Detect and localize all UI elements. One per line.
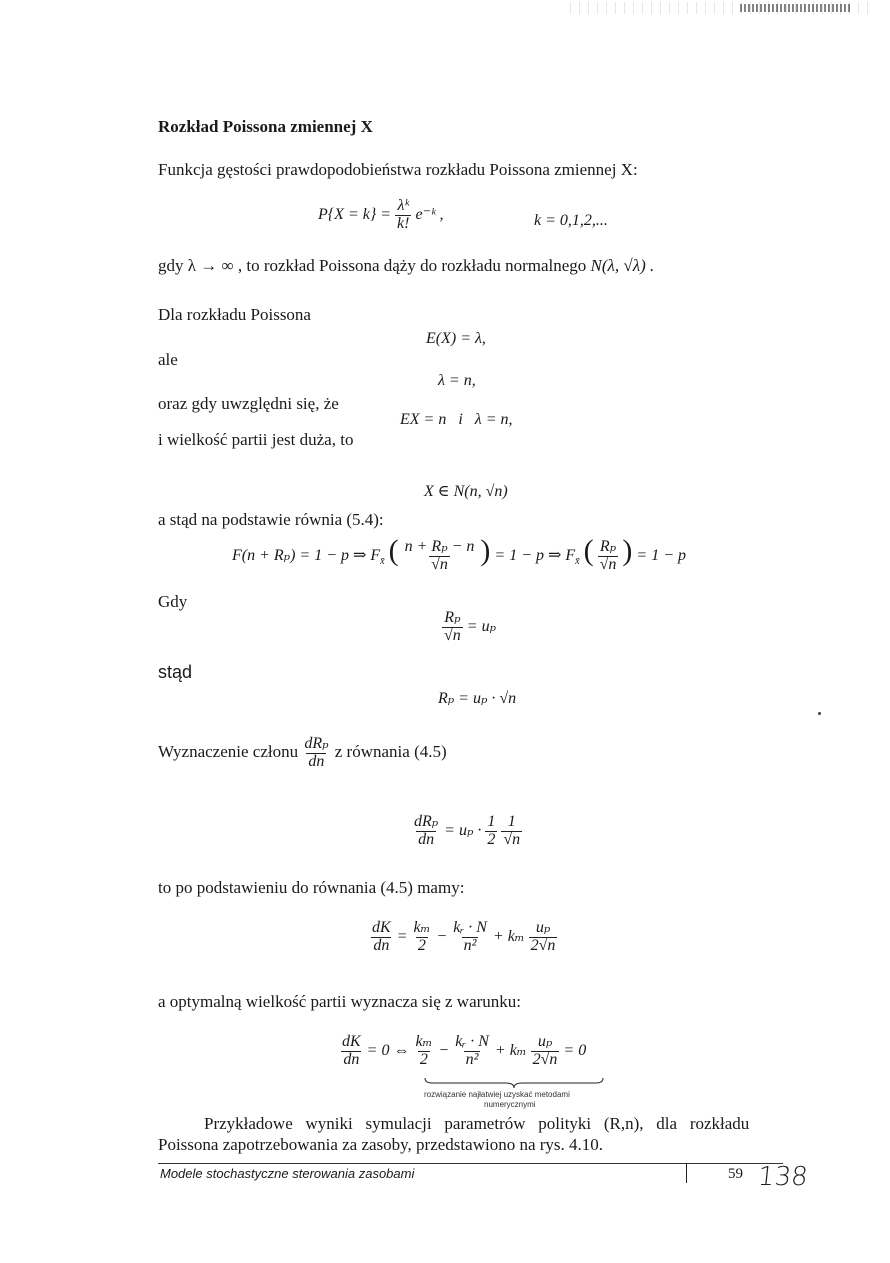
footer-rule <box>158 1163 783 1164</box>
footer-tick <box>686 1163 687 1183</box>
limit-text-a: gdy λ → ∞ , to rozkład Poissona dąży do rozkładu normalnego <box>158 256 587 275</box>
equation-dist: X ∈ N(n, √n) <box>424 483 508 500</box>
opt-plus: + kₘ <box>494 1041 527 1059</box>
equation-dk <box>370 920 557 955</box>
dk-term1 <box>411 920 432 955</box>
underbrace <box>424 1076 604 1090</box>
main-part-1: F(n + Rₚ) = 1 − p ⇒ F <box>232 547 381 564</box>
deriv-root-fraction <box>501 814 522 849</box>
equation-pmf <box>318 198 444 233</box>
opt-t1d: 2 <box>419 1050 428 1068</box>
opt-t3d: 2√n <box>532 1050 558 1068</box>
dk-term2 <box>451 920 489 955</box>
dk-num: dK <box>372 919 391 936</box>
opt-den: dn <box>343 1050 360 1068</box>
paragraph-line-1: Przykładowe wyniki symulacji parametrów polityki (R,n), dla rozkładu <box>204 1114 750 1133</box>
equation-lambda: λ = n, <box>438 372 476 389</box>
opt-tail: = 0 <box>563 1041 587 1059</box>
opt-t1n: kₘ <box>415 1033 433 1050</box>
stad-podstawie-text: a stąd na podstawie równia (5.4): <box>158 510 384 529</box>
pmf-fraction <box>395 198 411 233</box>
main-part-2: = 1 − p ⇒ F <box>494 547 576 564</box>
intro-text: Funkcja gęstości prawdopodobieństwa rozkładu Poissona zmiennej X: <box>158 160 638 179</box>
main-sub-2: x̄ <box>575 556 580 568</box>
opt-term2 <box>453 1034 491 1069</box>
paragraph-line-2: Poissona zapotrzebowania za zasoby, przedstawiono na rys. 4.10. <box>158 1135 604 1154</box>
wielkosc-text: i wielkość partii jest duża, to <box>158 430 354 449</box>
dk-t1n: kₘ <box>413 919 431 936</box>
dk-lhs-fraction <box>370 920 393 955</box>
main-num-1: n + Rₚ − n <box>404 538 475 556</box>
footer-title: Modele stochastyczne sterowania zasobami <box>160 1166 415 1181</box>
opt-minus: − <box>438 1041 450 1059</box>
wyznaczenie-fraction <box>302 736 330 771</box>
deriv-n2: 1 <box>507 813 516 830</box>
equation-rp: Rₚ = uₚ · √n <box>438 690 517 707</box>
dk-plus: + kₘ <box>492 927 525 945</box>
scan-artifact <box>740 4 850 12</box>
brace-note-1: rozwiązanie najłatwiej uzyskać metodami <box>424 1090 570 1099</box>
dk-t1d: 2 <box>417 936 426 954</box>
equation-both: EX = n i λ = n, <box>400 411 513 428</box>
equation-deriv <box>412 814 522 849</box>
limit-text-b: N(λ, √λ) . <box>590 256 655 275</box>
main-den-2: √n <box>599 555 617 573</box>
opt-term1 <box>413 1034 434 1069</box>
main-paren-close-2: ) <box>622 534 633 567</box>
main-num-2: Rₚ <box>599 538 617 556</box>
ale-text: ale <box>158 350 178 369</box>
main-sub-1: x̄ <box>380 556 385 568</box>
pmf-tail: e⁻ᵏ , <box>415 205 444 223</box>
gdy-num: Rₚ <box>444 609 461 626</box>
main-paren-close-1: ) <box>480 534 491 567</box>
handwritten-page-number: 138 <box>756 1162 810 1192</box>
deriv-num: dRₚ <box>414 813 439 830</box>
wyznaczenie-den: dn <box>308 752 325 770</box>
dk-equals: = <box>396 927 408 945</box>
deriv-n1: 1 <box>487 813 496 830</box>
wyznaczenie-line <box>158 736 447 771</box>
equation-main <box>232 534 686 574</box>
dk-t3d: 2√n <box>530 936 556 954</box>
dk-term3 <box>529 920 558 955</box>
page-number: 59 <box>728 1166 743 1182</box>
pmf-condition: k = 0,1,2,... <box>534 212 608 229</box>
wyznaczenie-b: z równania (4.5) <box>334 742 447 762</box>
pmf-num: λᵏ <box>397 197 409 214</box>
deriv-den: dn <box>418 830 435 848</box>
gdy-text: Gdy <box>158 592 188 611</box>
dk-den: dn <box>373 936 390 954</box>
dk-t3n: uₚ <box>535 919 551 936</box>
deriv-d2: √n <box>503 830 521 848</box>
opt-t2d: n² <box>465 1050 479 1068</box>
dk-t2n: kᵣ · N <box>453 919 487 936</box>
limit-text <box>158 256 654 276</box>
opt-num: dK <box>342 1033 361 1050</box>
main-fraction-2 <box>598 539 619 574</box>
stad-text: stąd <box>158 662 193 682</box>
optymalna-text: a optymalną wielkość partii wyznacza się z warunku: <box>158 992 522 1011</box>
gdy-fraction <box>442 610 463 645</box>
main-paren-open-2: ( <box>583 534 594 567</box>
equation-opt <box>340 1034 586 1069</box>
main-part-3: = 1 − p <box>636 547 686 564</box>
deriv-mid: = uₚ · <box>444 821 482 839</box>
main-fraction-1 <box>403 539 477 574</box>
pmf-den: k! <box>397 214 410 232</box>
opt-term3 <box>531 1034 560 1069</box>
podstawieniu-text: to po podstawieniu do równania (4.5) mamy: <box>158 878 465 897</box>
deriv-half-fraction <box>485 814 497 849</box>
gdy-den: √n <box>444 626 461 644</box>
opt-lhs-fraction <box>340 1034 363 1069</box>
dk-minus: − <box>436 927 448 945</box>
opt-t3n: uₚ <box>537 1033 553 1050</box>
deriv-lhs-fraction <box>412 814 440 849</box>
pmf-lhs: P{X = k} = <box>318 205 392 223</box>
brace-note-2: numerycznymi <box>484 1100 536 1109</box>
deriv-d1: 2 <box>487 830 496 848</box>
wyznaczenie-a: Wyznaczenie członu <box>158 742 299 762</box>
gdy-rhs: = uₚ <box>466 617 496 635</box>
dk-t2d: n² <box>463 936 477 954</box>
opt-t2n: kᵣ · N <box>455 1033 489 1050</box>
section-title: Rozkład Poissona zmiennej X <box>158 117 373 136</box>
main-den-1: √n <box>431 555 448 573</box>
wyznaczenie-num: dRₚ <box>304 735 329 752</box>
opt-eq0: = 0 ⇔ <box>366 1041 410 1059</box>
scan-speck <box>818 712 821 715</box>
main-paren-open-1: ( <box>388 534 399 567</box>
dla-text: Dla rozkładu Poissona <box>158 305 311 324</box>
equation-gdy <box>442 610 496 645</box>
oraz-text: oraz gdy uwzględni się, że <box>158 394 339 413</box>
equation-mean: E(X) = λ, <box>426 330 486 347</box>
